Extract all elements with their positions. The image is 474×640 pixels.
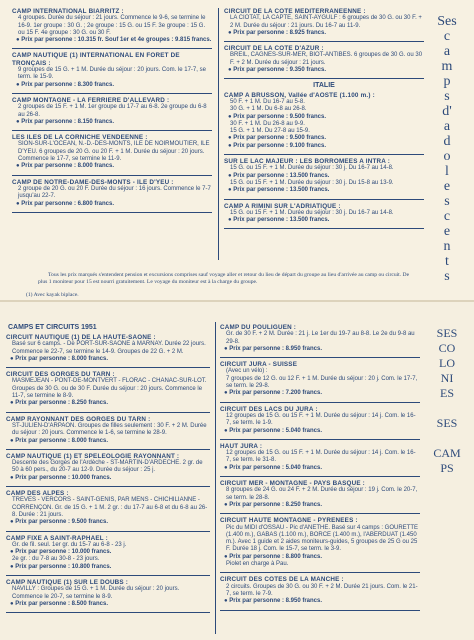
program-details: 2 groupe de 20 G. ou 20 F. Durée du séjour : 16 jours. Commence le 7-7 jusqu'au 22-7. (18, 185, 211, 200)
program-block (220, 480, 420, 509)
bullet-icon: ● (224, 464, 230, 471)
program-details-extra: 15 G. ou 15 F. + 1 M. Durée du séjour : 30 j. Du 15-8 au 13-9. (230, 179, 394, 186)
program-title: CAMP FIXE A SAINT-RAPHAEL : (6, 534, 108, 542)
program-details: 4 groupes. Durée du séjour : 21 jours. Commence le 9-6, se termine le 16-9. 1er groupe : 30 G. ; 2e groupe : 15 G. ou 15 F. 3e groupe : 15 G. ou 15 F. 4e groupe : 30 G. ou 30 F. (18, 15, 206, 36)
price-text: Prix par personne : 13.500 francs. (233, 217, 330, 224)
side-letter: LO (439, 356, 455, 370)
program-details: Basé sur 6 camps. - De PORT-SUR-SAONE à MARNAY. Durée 22 jours. Commence le 22-7, se termine le 14-9. Groupes de 22 G. + 2 M. (12, 341, 206, 355)
price-text: Prix par personne : 8.925 francs. (233, 29, 327, 36)
block-rule (224, 199, 424, 200)
price-text: Prix par personne : 13.500 francs. (233, 172, 330, 179)
program-title: CIRCUIT DE LA COTE MEDITERRANEENNE : (224, 8, 366, 15)
price-text: Prix par personne : 8.250 francs. (229, 501, 323, 508)
bullet-icon: ● (228, 135, 234, 142)
program-details: Descente des Gorges de l'Ardèche - ST-MARTIN-D'ARDECHE. 2 gr. de 50 à 60 pers., du 20-7 au 12-9. Durée du séjour : 25 j. (12, 460, 203, 474)
program-price (6, 475, 210, 482)
program-block (6, 371, 210, 407)
program-block (224, 158, 424, 194)
side-letter: m (441, 59, 453, 74)
top-right-column (224, 8, 424, 232)
block-rule (224, 41, 424, 42)
side-letter: l (445, 164, 449, 179)
program-block (224, 8, 424, 37)
side-letter: e (443, 224, 451, 239)
price-text: Prix par personne : 7.200 francs. (229, 390, 323, 397)
price-text: Prix par personne : 8.250 francs. (15, 400, 109, 407)
program-price (12, 119, 212, 126)
program-price (224, 114, 424, 121)
program-title: CIRCUIT MER - MONTAGNE - PAYS BASQUE : (220, 480, 365, 488)
program-details-extra: 30 F. + 1 M. Du 26-8 au 9-9. (230, 120, 305, 127)
bullet-icon: ● (10, 549, 16, 556)
price-text: Prix par personne : 8.500 francs. (15, 600, 109, 607)
bottom-column-divider (215, 322, 216, 634)
program-details: 30 G. + 1 M. Du 6-8 au 26-8. (230, 106, 307, 113)
price-text: Prix par personne : 8.000 francs. (21, 163, 115, 170)
bullet-icon: ● (16, 163, 22, 170)
side-title-adolescents (424, 14, 470, 284)
bullet-icon: ● (16, 81, 22, 88)
program-block (6, 535, 210, 571)
price-text: Prix par personne : 8.950 francs. (229, 598, 323, 605)
program-title: CIRCUIT NAUTIQUE (1) DE LA HAUTE-SAONE : (6, 334, 156, 341)
price-text: Prix par personne : 10.000 francs. (15, 474, 112, 481)
program-price (224, 135, 424, 142)
block-rule (220, 476, 420, 477)
block-rule (6, 486, 210, 487)
top-left-column (12, 8, 212, 216)
block-rule (220, 357, 420, 358)
bullet-icon: ● (16, 118, 22, 125)
program-price (220, 502, 420, 509)
program-price (6, 438, 210, 445)
program-details: SION-SUR-L'OCEAN, N.-D.-DES-MONTS, ILE DE NOIRMOUTIER, ILE D'YEU. 6 groupes de 20 G. ou 20 F. + 1 M. Durée du séjour : 20 jours. Commence le 17-7, se termine le 11-9. (18, 141, 210, 163)
price-text: Prix par personne : 5.040 francs. (229, 427, 323, 434)
program-details: 2 groupes de 15 F. + 1 M. 1er groupe du 17-7 au 6-8. 2e groupe du 6-8 au 26-8. (18, 104, 207, 118)
side-letter: SES (436, 326, 458, 340)
price-text: Prix par personne : 8.800 francs. (229, 553, 323, 560)
bullet-icon: ● (224, 345, 230, 352)
bullet-icon: ● (10, 474, 16, 481)
program-details: 50 F. + 1 M. Du 16-7 au 5-8. (230, 98, 305, 105)
bullet-icon: ● (224, 598, 230, 605)
block-rule (224, 228, 424, 229)
side-letter: s (444, 194, 450, 209)
program-title: CAMP RAYONNANT DES GORGES DU TARN : (6, 415, 151, 423)
program-details-extra: 2e gr. : du 7-8 au 30-8 - 23 jours. (12, 556, 100, 563)
side-letter (424, 401, 470, 416)
program-price (220, 554, 420, 561)
program-details: Gr. de fil. seul. 1er gr. du 15-7 au 6-8 - 23 j. (12, 541, 127, 548)
program-title: LES ILES DE LA CORNICHE VENDEENNE : (12, 134, 148, 142)
side-letter: d (443, 134, 451, 149)
price-text: Prix par personne : 10.315 fr. Souf 1er et 4e groupes : 9.815 francs. (21, 37, 212, 44)
side-letter (424, 431, 470, 446)
program-details: Pic du MIDI d'OSSAU - Pic d'ANETHE. Basé sur 4 camps : GOURETTE (1.400 m.), GABAS (1.100 m.), BORCE (1.400 m.), l'ABERDUAT (1.450 m.). Avec 1 guide et 2 aides moniteurs-guides, 5 groupes de 25 G ou 25 F. Durée 18 j. Com. le 15-7, se term. le 3-9. (226, 524, 419, 553)
price-text: Prix par personne : 10.000 francs. (15, 549, 112, 556)
footnote: (1) Avec kayak biplace. (26, 292, 79, 298)
side-letter: t (445, 254, 449, 269)
program-price (224, 67, 424, 74)
program-details: 12 groupes de 15 G. ou 15 F. + 1 M. Durée du séjour : 14 j. Com. le 16-7, se term. le 31-8. (226, 450, 416, 464)
block-rule (6, 367, 210, 368)
program-details: 7 groupes de 12 G. ou 12 F. + 1 M. Durée du séjour : 20 j. Com. le 17-7, se term. le 29-8. (226, 375, 418, 390)
bullet-icon: ● (228, 142, 234, 149)
program-block (6, 453, 210, 482)
program-details: LA CIOTAT, LA CAPTE, SAINT-AYGULF : 6 groupes de 30 G. ou 30 F. + 2 M. Durée du séjour : 21 jours. Du 16-7 au 11-9. (230, 15, 422, 29)
block-rule (6, 449, 210, 450)
block-rule (6, 612, 210, 613)
block-rule (220, 572, 420, 573)
program-details: 15 G. ou 15 F. + 1 M. Durée du séjour : 30 j. Du 16-7 au 14-8. (230, 209, 394, 216)
program-price (12, 37, 212, 44)
program-price (224, 187, 424, 194)
program-details: 12 groupes de 15 G. ou 15 F. + 1 M. Durée du séjour : 14 j. Com. le 16-7, se term. le 1-9. (226, 412, 416, 427)
side-letter: d' (442, 104, 452, 119)
program-price (224, 173, 424, 180)
program-block (220, 324, 420, 353)
program-details: 15 G. ou 15 F. + 1 M. Durée du séjour : 30 j. Du 16-7 au 14-8. (230, 165, 394, 172)
block-rule (6, 531, 210, 532)
program-details: 2 circuits. Groupes de 30 G. ou 30 F. + 2 M. Durée 21 jours. Com. le 21-7, se term. le 7-9. (226, 583, 418, 597)
price-text: Prix par personne : 9.500 francs. (233, 135, 327, 142)
program-block (220, 517, 420, 568)
price-text: Prix par personne : 8.300 francs. (21, 81, 115, 88)
side-letter: p (443, 74, 451, 89)
program-title: CAMP NAUTIQUE (1) INTERNATIONAL EN FORET DE TRONÇAIS : (12, 52, 180, 67)
program-block (12, 8, 212, 44)
program-title: CAMP INTERNATIONAL BIARRITZ : (12, 8, 124, 15)
program-title: HAUT JURA : (220, 442, 263, 450)
program-details: MASMEJEAN - PONT-DE-MONTVERT - FLORAC - CHANAC-SUR-LOT. Groupes de 30 G. ou de 30 F. Durée du séjour : 20 jours. Commence le 11-7, se termine le 8-9. (12, 378, 207, 400)
program-price (6, 356, 210, 363)
side-letter: c (443, 209, 451, 224)
side-letter: e (443, 179, 451, 194)
bullet-icon: ● (228, 29, 234, 36)
program-block (6, 490, 210, 526)
program-details: TREVES - VERCORS - SAINT-GENIS, PAR MENS - CHICHILIANNE - CORRENÇON. Gr. de 15 G. + 1 M. 2 gr. : du 17-7 au 6-8 et du 6-8 au 26-8. Durée : 21 jours. (12, 497, 208, 518)
price-text: Prix par personne : 8.000 francs. (15, 355, 109, 362)
program-price (224, 217, 424, 224)
program-title: CIRCUIT JURA - SUISSE (220, 361, 298, 369)
program-price (224, 30, 424, 37)
program-block (12, 97, 212, 126)
section-heading: ITALIE (313, 82, 335, 90)
side-letter: Ses (437, 14, 457, 29)
program-block (12, 52, 212, 88)
page-bottom (0, 302, 474, 640)
program-details: BREIL, CAGNES-SUR-MER, BIOT-ANTIBES. 6 groupes de 30 G. ou 30 F. + 2 M. Durée du séjour : 21 jours. (230, 52, 423, 66)
program-title: CAMP DU POULIGUEN : (220, 324, 297, 331)
price-text: Prix par personne : 9.100 francs. (233, 142, 327, 149)
bullet-icon: ● (16, 37, 22, 44)
program-price (220, 346, 420, 353)
bullet-icon: ● (224, 390, 230, 397)
program-details: ST-JULIEN-D'ARPAON. Groupes de filles seulement : 30 F. + 2 M. Durée du séjour : 20 jours. Commence le 1-6, se termine le 28-9. (12, 422, 207, 437)
program-title: CIRCUIT DES LACS DU JURA : (220, 405, 318, 413)
program-title: CAMP MONTAGNE - LA FERRIERE D'ALLEVARD : (12, 96, 170, 104)
side-letter: CAM (433, 446, 461, 460)
side-letter: PS (440, 461, 454, 475)
price-text: Prix par personne : 9.350 francs. (233, 67, 327, 74)
program-price (12, 201, 212, 208)
side-letter: s (444, 269, 450, 284)
block-rule (220, 402, 420, 403)
bullet-icon: ● (224, 553, 230, 560)
bullet-icon: ● (16, 200, 22, 207)
program-details: NAVILLY : Groupes de 15 G. + 1 M. Durée du séjour : 20 jours. Commence le 20-7, se termine le 8-9. (12, 586, 180, 600)
bullet-icon: ● (228, 67, 234, 74)
program-subtitle: (Avec un vélo) : (226, 368, 268, 375)
price-text: Prix par personne : 8.150 francs. (21, 118, 115, 125)
page-heading: CAMPS ET CIRCUITS 1951 (8, 324, 97, 331)
side-letter: a (443, 119, 451, 134)
program-price (6, 400, 210, 407)
price-text: Prix par personne : 9.500 francs. (233, 113, 327, 120)
program-price (220, 428, 420, 435)
bullet-icon: ● (10, 437, 16, 444)
program-title: CAMP DES ALPES : (6, 490, 69, 498)
program-title: CIRCUIT DES COTES DE LA MANCHE : (220, 576, 344, 584)
page-top (0, 0, 474, 302)
program-details-extra: Piolet en charge à Pau. (226, 561, 289, 568)
program-price (220, 465, 420, 472)
bullet-icon: ● (10, 519, 16, 526)
program-block (220, 576, 420, 605)
program-price (6, 549, 210, 556)
price-text: Prix par personne : 9.500 francs. (15, 519, 109, 526)
price-text: Prix par personne : 5.040 francs. (229, 464, 323, 471)
program-title: CAMP A BRUSSON, Vallée d'AOSTE (1.100 m.) : (224, 91, 375, 99)
program-block (224, 45, 424, 74)
program-title: CIRCUIT DES GORGES DU TARN : (6, 371, 115, 379)
program-title: CIRCUIT HAUTE MONTAGNE - PYRENEES : (220, 517, 358, 525)
bullet-icon: ● (228, 217, 234, 224)
top-column-divider (218, 8, 219, 260)
bullet-icon: ● (10, 563, 16, 570)
bottom-left-column (6, 334, 210, 616)
price-text: Prix par personne : 13.500 francs. (233, 187, 330, 194)
program-price (6, 601, 210, 608)
block-rule (220, 610, 420, 611)
program-block (12, 179, 212, 208)
side-letter: c (443, 29, 451, 44)
block-rule (224, 78, 424, 79)
program-title: CAMP NAUTIQUE (1) ET SPELEOLOGIE RAYONNANT : (6, 452, 180, 460)
program-price (12, 163, 212, 170)
block-rule (12, 130, 212, 131)
program-block (6, 579, 210, 608)
bullet-icon: ● (228, 172, 234, 179)
program-details-extra: 15 G. + 1 M. Du 27-8 au 15-9. (230, 128, 310, 135)
notice-text: Tous les prix marqués s'entendent pension et excursions comprises sauf voyage aller et retour du lieu de départ du groupe au lieu d'arrivée au camp ou circuit. De plus 1 moniteur pour 15 est nourri gratuitement. Le voyage du moniteur est à la charge du groupe. (38, 272, 410, 285)
bottom-right-column (220, 324, 420, 614)
bullet-icon: ● (10, 600, 16, 607)
block-rule (224, 154, 424, 155)
bullet-icon: ● (10, 355, 16, 362)
bullet-icon: ● (228, 187, 234, 194)
program-price (12, 82, 212, 89)
program-title: CAMP NAUTIQUE (1) SUR LE DOUBS : (6, 579, 129, 587)
block-rule (12, 212, 212, 213)
block-rule (12, 48, 212, 49)
side-letter: n (443, 239, 451, 254)
block-rule (12, 175, 212, 176)
program-block (220, 443, 420, 472)
block-rule (220, 439, 420, 440)
block-rule (12, 93, 212, 94)
side-letter: NI (440, 371, 454, 385)
program-block (6, 334, 210, 363)
program-price (6, 564, 210, 571)
price-text: Prix par personne : 6.800 francs. (21, 200, 115, 207)
side-letter: a (443, 44, 451, 59)
bullet-icon: ● (224, 427, 230, 434)
program-title: CAMP A RIMINI SUR L'ADRIATIQUE : (224, 202, 341, 210)
program-block (12, 134, 212, 170)
program-block (224, 92, 424, 150)
program-price (6, 519, 210, 526)
side-letter: SES (436, 416, 458, 430)
program-block (220, 406, 420, 435)
price-text: Prix par personne : 8.000 francs. (15, 437, 109, 444)
side-letter: o (443, 149, 451, 164)
program-details: 9 groupes de 15 G. + 1 M. Durée du séjour : 20 jours. Com. le 17-7, se term. le 15-9. (18, 67, 206, 81)
block-rule (6, 412, 210, 413)
program-price (220, 390, 420, 397)
side-letter: ES (439, 386, 454, 400)
program-price (224, 143, 424, 150)
program-title: CIRCUIT DE LA COTE D'AZUR : (224, 45, 324, 53)
side-letter: s (444, 89, 450, 104)
program-title: CAMP DE NOTRE-DAME-DES-MONTS - ILE D'YEU : (12, 178, 174, 186)
program-details: Gr. de 30 F. + 2 M. Durée : 21 j. Le 1er du 19-7 au 8-8. Le 2e du 9-8 au 29-8. (226, 331, 415, 345)
program-block (6, 416, 210, 445)
program-price (220, 598, 420, 605)
program-block (220, 361, 420, 397)
price-text: Prix par personne : 10.800 francs. (15, 563, 112, 570)
side-letter: CO (438, 341, 456, 355)
block-rule (220, 513, 420, 514)
program-block (224, 203, 424, 225)
block-rule (6, 575, 210, 576)
program-details: 8 groupes de 24 G. ou 24 F. + 2 M. Durée du séjour : 19 j. Com. le 20-7, se term. le 28-8. (226, 487, 418, 501)
program-title: SUR LE LAC MAJEUR : LES BORROMEES A INTRA : (224, 158, 391, 166)
bullet-icon: ● (224, 501, 230, 508)
price-text: Prix par personne : 8.950 francs. (229, 345, 323, 352)
side-title-colonies (424, 326, 470, 476)
bullet-icon: ● (228, 113, 234, 120)
bullet-icon: ● (10, 400, 16, 407)
